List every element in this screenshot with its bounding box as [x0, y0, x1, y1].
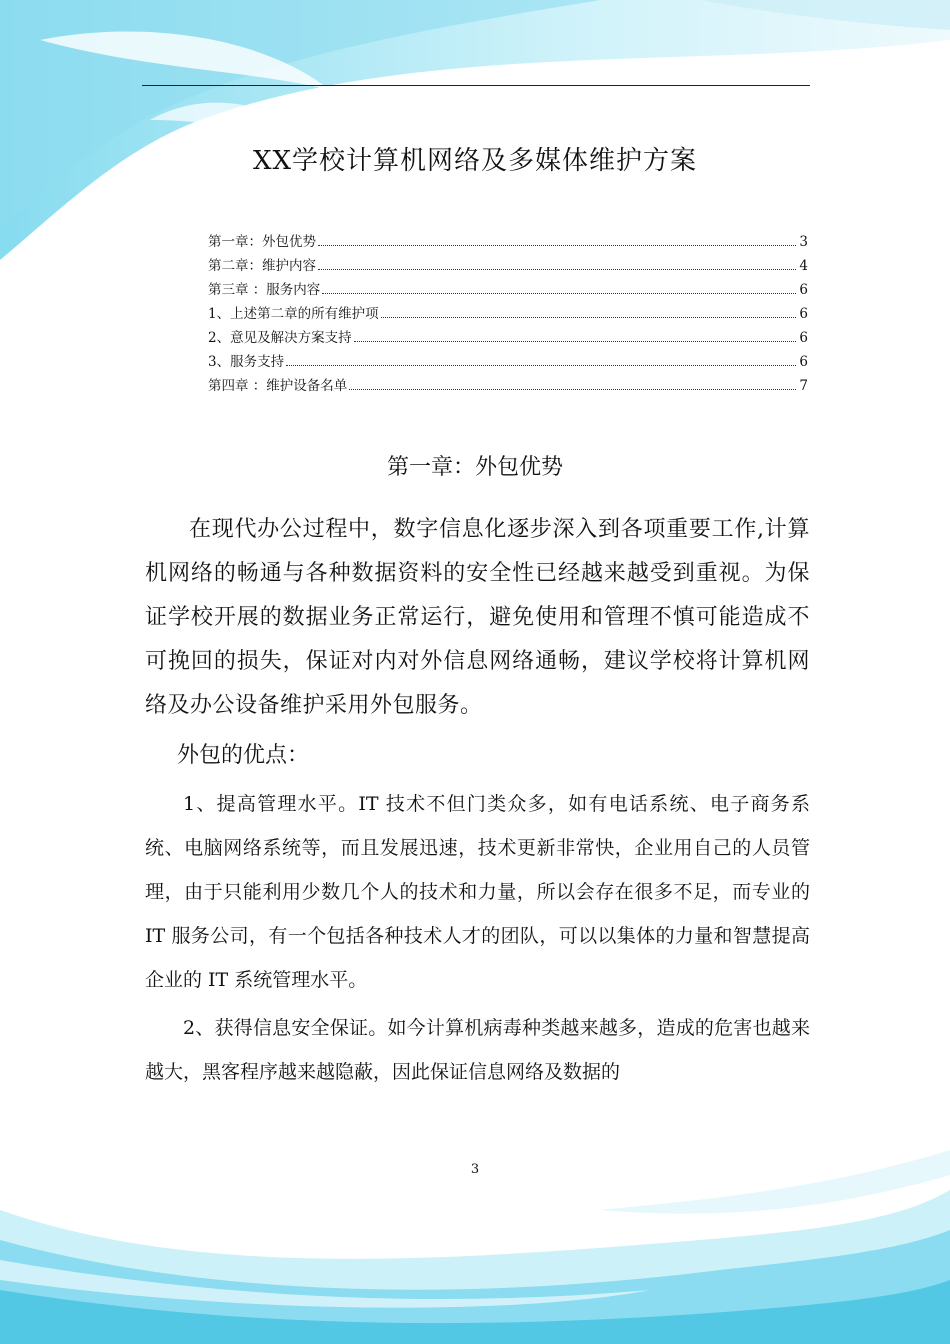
advantage-point-2: 2、获得信息安全保证。如今计算机病毒种类越来越多，造成的危害也越来越大，黑客程序越来越隐蔽，因此保证信息网络及数据的 [145, 1017, 810, 1083]
toc-entry-label: 第三章 ：服务内容 [208, 282, 321, 298]
toc-entry-label: 2、意见及解决方案支持 [208, 330, 352, 346]
toc-entry-label: 1、上述第二章的所有维护项 [208, 306, 379, 322]
toc-entry-page: 3 [799, 234, 808, 250]
toc-leader [349, 378, 796, 390]
toc-entry-page: 6 [799, 306, 808, 322]
toc-entry[interactable] [208, 350, 808, 374]
toc-entry-page: 6 [799, 330, 808, 346]
intro-paragraph: 在现代办公过程中，数字信息化逐步深入到各项重要工作,计算机网络的畅通与各种数据资料的安全性已经越来越受到重视。为保证学校开展的数据业务正常运行，避免使用和管理不慎可能造成不可挽回的损失，保证对内对外信息网络通畅，建议学校将计算机网络及办公设备维护采用外包服务。 [145, 517, 810, 718]
toc-entry-label: 第二章：维护内容 [208, 258, 316, 274]
toc-entry-page: 7 [799, 378, 808, 394]
toc-leader [318, 258, 796, 270]
advantage-point-1: 1、提高管理水平。IT 技术不但门类众多，如有电话系统、电子商务系统、电脑网络系统等，而且发展迅速，技术更新非常快，企业用自己的人员管理，由于只能利用少数几个人的技术和力量，所以会存在很多不足，而专业的 IT 服务公司，有一个包括各种技术人才的团队，可以以集体的力量和智慧提高企业的 IT 系统管理水平。 [145, 793, 810, 991]
chapter-body [145, 508, 810, 1094]
page-number: 3 [470, 1162, 480, 1177]
toc-leader [318, 234, 796, 246]
toc-entry[interactable] [208, 302, 808, 326]
toc-leader [354, 330, 796, 342]
document-title: XX学校计算机网络及多媒体维护方案 [252, 146, 698, 176]
toc-entry[interactable] [208, 326, 808, 350]
toc-entry-page: 4 [799, 258, 808, 274]
toc-entry[interactable] [208, 278, 808, 302]
toc-entry-label: 3、服务支持 [208, 354, 285, 370]
toc-leader [286, 354, 796, 366]
toc-entry[interactable] [208, 254, 808, 278]
toc-entry-label: 第四章 ：维护设备名单 [208, 378, 348, 394]
header-rule [142, 85, 810, 86]
toc-entry-page: 6 [799, 282, 808, 298]
toc-entry-page: 6 [799, 354, 808, 370]
toc-entry[interactable] [208, 230, 808, 254]
chapter-heading: 第一章：外包优势 [386, 455, 563, 480]
toc-leader [322, 282, 796, 294]
toc-entry[interactable] [208, 374, 808, 398]
toc-entry-label: 第一章：外包优势 [208, 234, 316, 250]
advantages-label: 外包的优点： [177, 743, 310, 768]
toc-leader [381, 306, 796, 318]
table-of-contents [208, 230, 808, 398]
